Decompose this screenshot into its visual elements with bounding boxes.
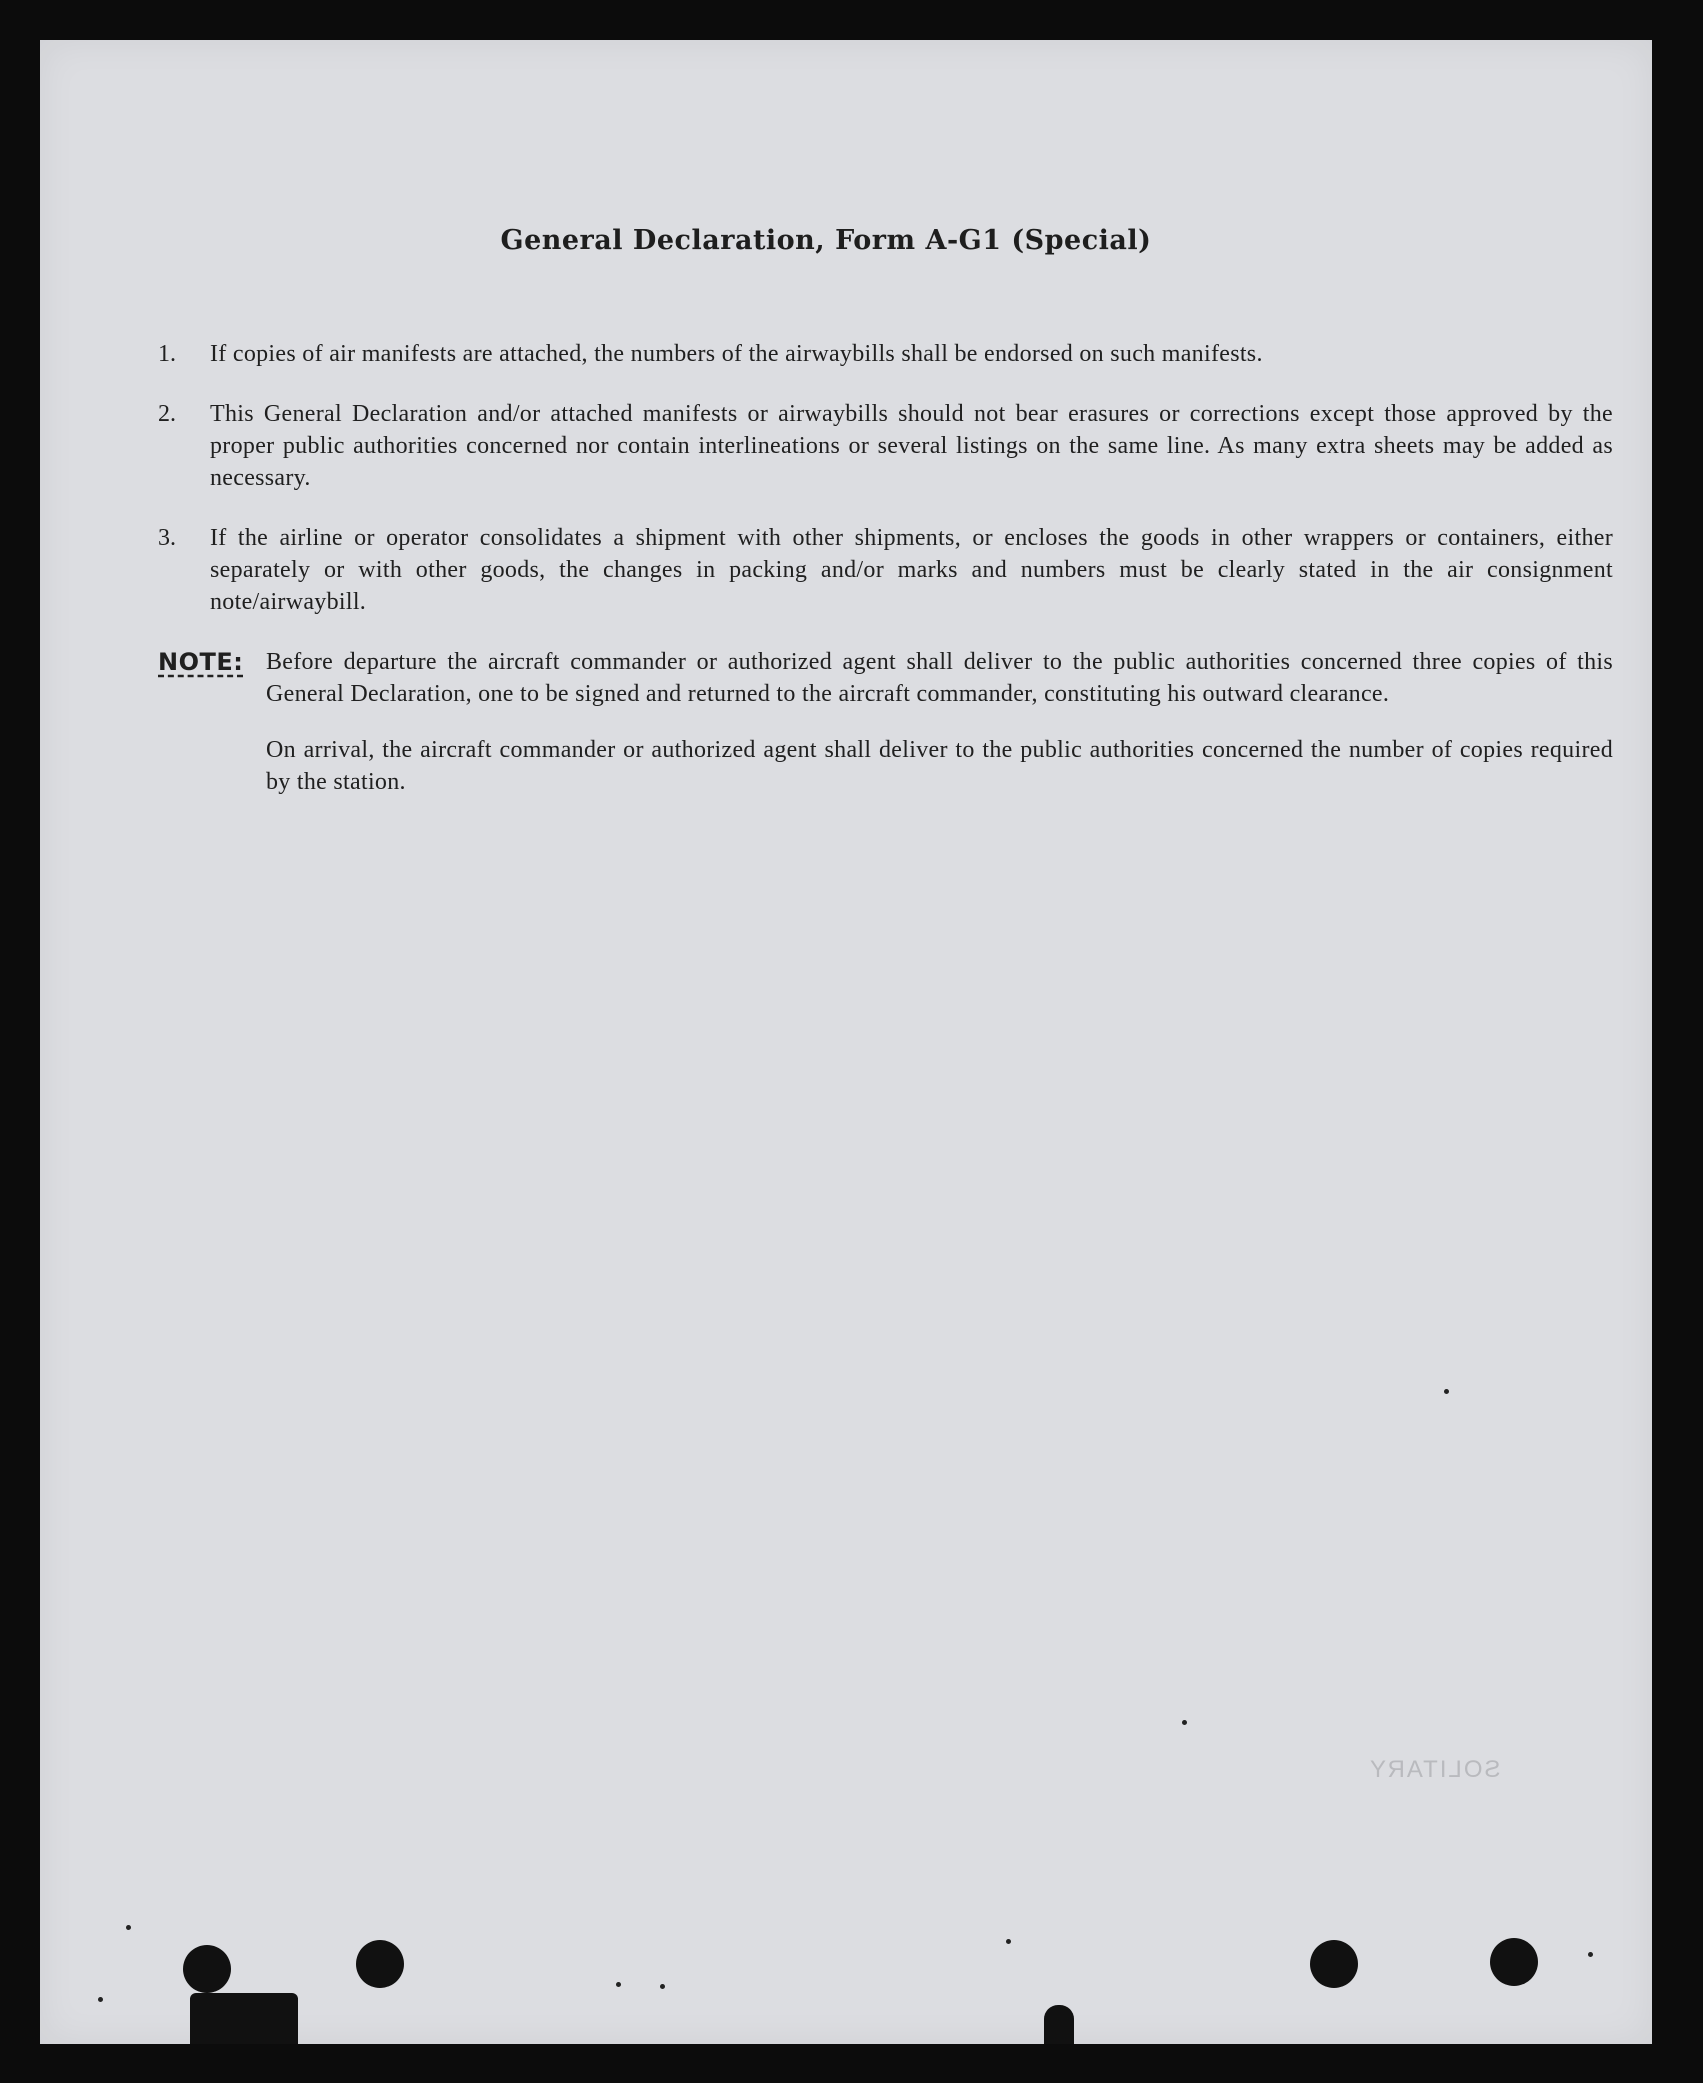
list-item xyxy=(158,398,1613,494)
punch-hole xyxy=(183,1945,231,1993)
item-text: If the airline or operator consolidates a shipment with other shipments, or encloses the goods in other wrappers or containers, either separately or with other goods, the changes in packing and/or marks and numbers must be clearly stated in the air consignment note/airwaybill. xyxy=(210,525,1613,615)
speck xyxy=(1588,1952,1593,1957)
list-item xyxy=(158,338,1613,370)
item-number: 1. xyxy=(158,341,176,367)
document-title: General Declaration, Form A-G1 (Special) xyxy=(500,225,1152,256)
faded-stamp: SOLITARY xyxy=(1368,1756,1501,1783)
item-text: If copies of air manifests are attached, the numbers of the airwaybills shall be endorsed on such manifests. xyxy=(210,341,1263,367)
note-paragraph: Before departure the aircraft commander or authorized agent shall deliver to the public authorities concerned three copies of this General Declaration, one to be signed and returned to the aircraft commander, constituting his outward clearance. xyxy=(266,649,1613,707)
item-number: 2. xyxy=(158,401,176,427)
speck xyxy=(1444,1389,1449,1394)
document-page xyxy=(40,40,1652,2044)
note-paragraph: On arrival, the aircraft commander or authorized agent shall deliver to the public authorities concerned the number of copies required by the station. xyxy=(266,737,1613,795)
speck xyxy=(1182,1720,1187,1725)
speck xyxy=(660,1984,665,1989)
punch-hole xyxy=(356,1940,404,1988)
item-text: This General Declaration and/or attached manifests or airwaybills should not bear erasures or corrections except those approved by the proper public authorities concerned nor contain interlineations or several listings on the same line. As many extra sheets may be added as necessary. xyxy=(210,401,1613,491)
note-label: NOTE: xyxy=(158,648,244,676)
item-number: 3. xyxy=(158,525,176,551)
speck xyxy=(126,1925,131,1930)
punch-hole xyxy=(1490,1938,1538,1986)
speck xyxy=(1006,1939,1011,1944)
binding-tab xyxy=(1044,2005,1074,2044)
instruction-list xyxy=(158,338,1613,822)
list-item xyxy=(158,522,1613,618)
speck xyxy=(98,1997,103,2002)
note-section xyxy=(158,646,1613,822)
binding-tab xyxy=(190,1993,298,2044)
punch-hole xyxy=(1310,1940,1358,1988)
note-body xyxy=(266,646,1613,822)
speck xyxy=(616,1982,621,1987)
